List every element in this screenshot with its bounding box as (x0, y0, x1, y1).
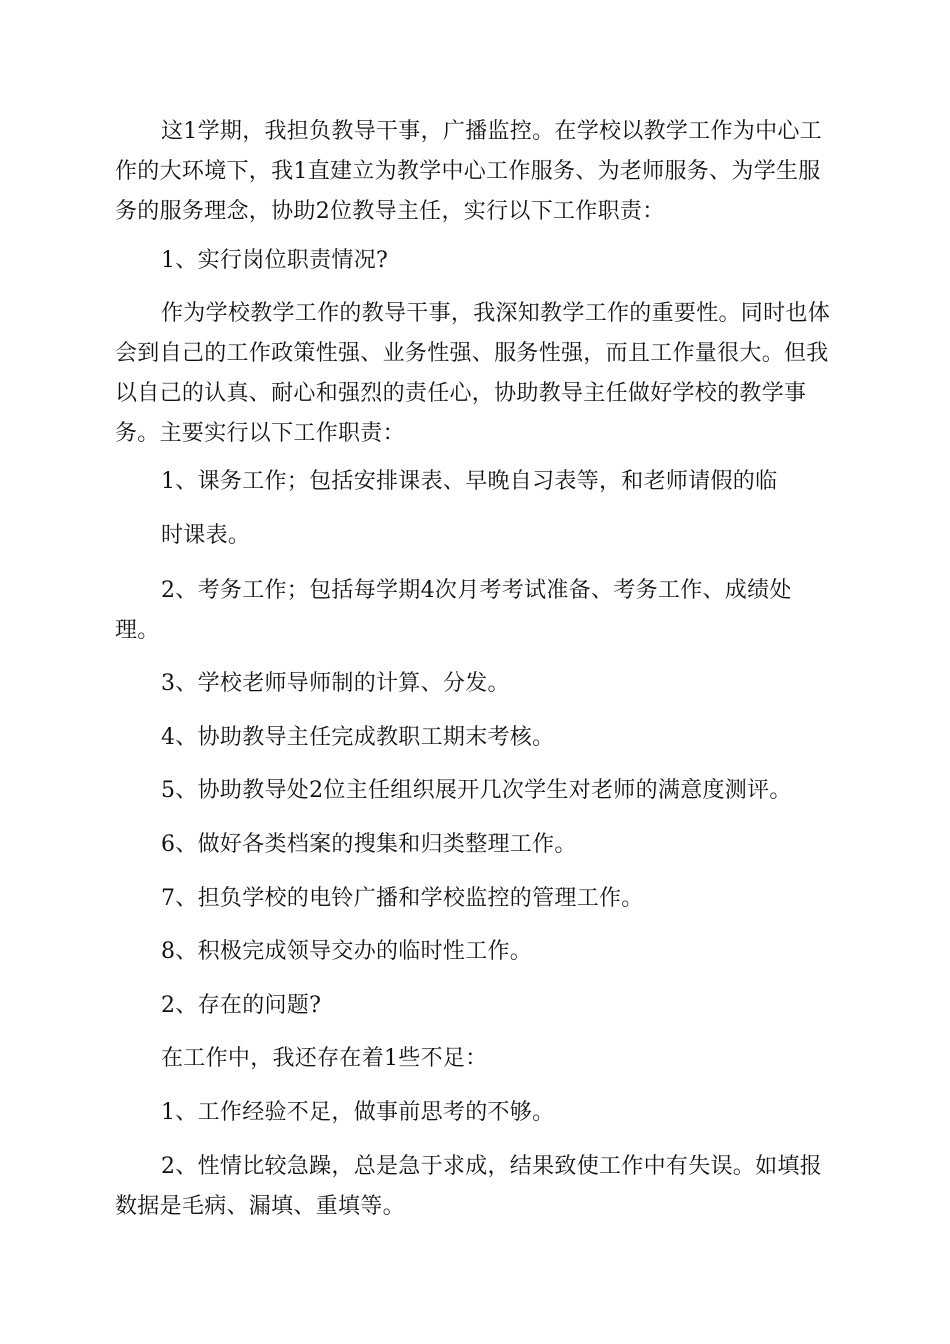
list-item-assessment: 4、协助教导主任完成教职工期末考核。 (161, 725, 555, 750)
list-item-tutor-system: 3、学校老师导师制的计算、分发。 (161, 671, 510, 696)
list-item-course-work-continued: 时课表。 (161, 523, 251, 548)
section-heading-duties: 1、实行岗位职责情况? (161, 248, 389, 273)
list-item-experience: 1、工作经验不足，做事前思考的不够。 (161, 1100, 555, 1125)
paragraph-problems-intro: 在工作中，我还存在着1些不足： (161, 1046, 488, 1071)
list-item-course-work: 1、课务工作；包括安排课表、早晚自习表等，和老师请假的临 (161, 469, 778, 494)
list-item-temperament: 2、性情比较急躁，总是急于求成，结果致使工作中有失误。如填报数据是毛病、漏填、重填等。 (115, 1154, 822, 1219)
list-item-archives: 6、做好各类档案的搜集和归类整理工作。 (161, 832, 577, 857)
list-item-exam-work: 2、考务工作；包括每学期4次月考考试准备、考务工作、成绩处理。 (115, 578, 792, 643)
list-item-temporary-tasks: 8、积极完成领导交办的临时性工作。 (161, 939, 533, 964)
list-item-broadcast-monitoring: 7、担负学校的电铃广播和学校监控的管理工作。 (161, 886, 644, 911)
paragraph-duties-intro: 作为学校教学工作的教导干事，我深知教学工作的重要性。同时也体会到自己的工作政策性强、业务性强、服务性强，而且工作量很大。但我以自己的认真、耐心和强烈的责任心，协助教导主任做好学校的教学事务。主要实行以下工作职责： (115, 301, 831, 446)
list-item-satisfaction-survey: 5、协助教导处2位主任组织展开几次学生对老师的满意度测评。 (161, 778, 792, 803)
section-heading-problems: 2、存在的问题? (161, 993, 322, 1018)
paragraph-intro: 这1学期，我担负教导干事，广播监控。在学校以教学工作为中心工作的大环境下，我1直建立为教学中心工作服务、为老师服务、为学生服务的服务理念，协助2位教导主任，实行以下工作职责： (115, 119, 822, 224)
